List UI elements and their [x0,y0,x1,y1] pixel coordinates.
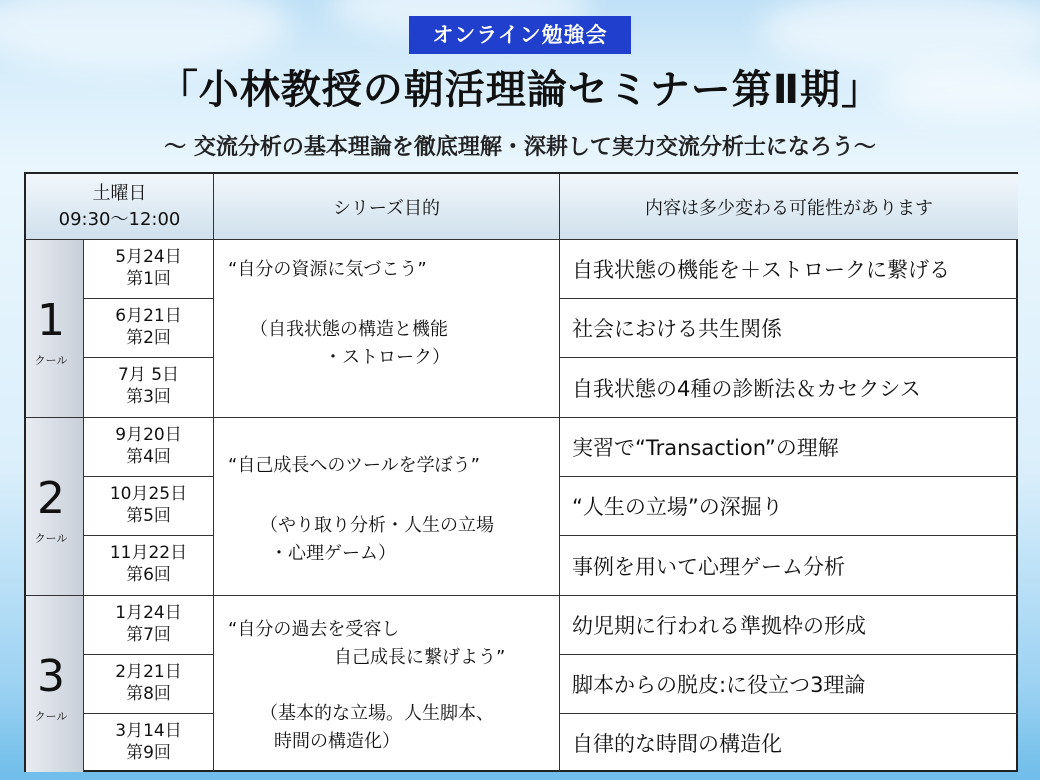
series-purpose-1: “自分の資源に気づこう” （自我状態の構造と機能 ・ストローク） [214,240,560,418]
kuru-label: クール [34,710,68,723]
session-content: 脚本からの脱皮:に役立つ3理論 [560,655,1018,714]
session-content: 幼児期に行われる準拠枠の形成 [560,596,1018,655]
session-content: 実習で“Transaction”の理解 [560,418,1018,477]
kuru-number: 2 [37,473,65,524]
session-date-cell: 1月24日 第7回 [84,596,214,655]
session-content: 自律的な時間の構造化 [572,732,782,756]
header-content: 内容は多少変わる可能性があります [560,174,1018,240]
schedule-table [24,172,1018,772]
session-date-cell: 11月22日 第6回 [84,536,214,596]
session-date-cell: 9月20日 第4回 [84,418,214,477]
series-purpose-2: “自己成長へのツールを学ぼう” （やり取り分析・人生の立場 ・心理ゲーム） [214,418,560,596]
kuru-label: クール [34,532,68,545]
kuru-number: 3 [37,651,65,702]
session-content: “人生の立場”の深掘り [560,477,1018,536]
kuru-label: クール [34,354,68,367]
session-content: 自我状態の4種の診断法＆カセクシス [560,358,1018,418]
header-time: 09:30～12:00 [58,208,181,230]
session-date-cell: 3月14日 第9回 [84,714,214,772]
session-date-cell: 2月21日 第8回 [84,655,214,714]
kuru-2 [26,418,84,596]
event-type-badge: オンライン勉強会 [409,16,631,54]
header-series: シリーズ目的 [214,174,560,240]
session-content: 事例を用いて心理ゲーム分析 [560,536,1018,596]
session-date-cell: 7月 5日 第3回 [84,358,214,418]
session-date-cell: 10月25日 第5回 [84,477,214,536]
series-purpose-3: “自分の過去を受容し 自己成長に繋げよう” （基本的な立場。人生脚本、 時間の構造化） [214,596,560,772]
session-content: 自我状態の機能を＋ストロークに繋げる [560,240,1018,299]
kuru-1 [26,240,84,418]
session-date-cell: 6月21日 第2回 [84,299,214,358]
header-datetime [26,174,214,240]
header-day: 土曜日 [92,182,147,204]
page-subtitle: ～ 交流分析の基本理論を徹底理解・深耕して実力交流分析士になろう～ [164,135,876,160]
page-title: 「小林教授の朝活理論セミナー第Ⅱ期」 [157,67,883,113]
kuru-number: 1 [37,295,65,346]
session-content: 社会における共生関係 [560,299,1018,358]
kuru-3 [26,596,84,772]
session-date-cell: 5月24日 第1回 [84,240,214,299]
